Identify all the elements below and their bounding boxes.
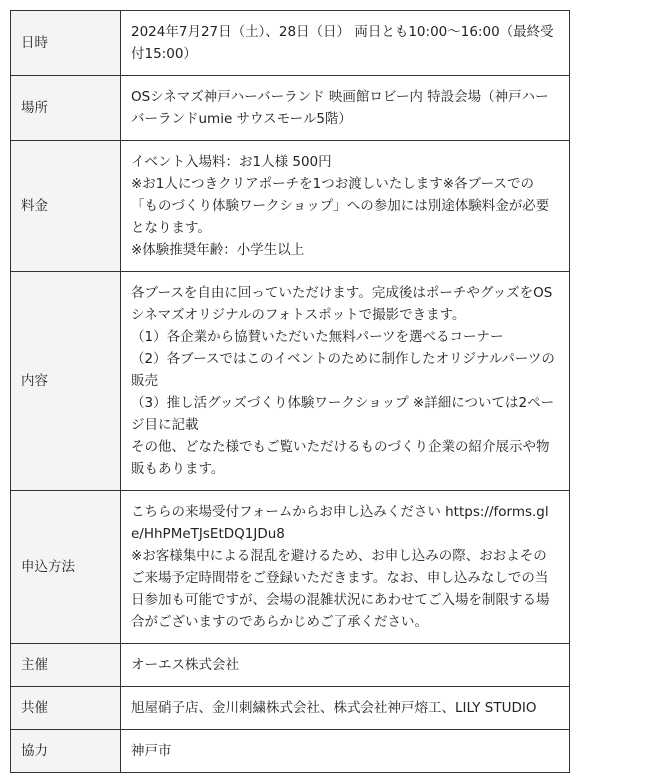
- organizer-text: オーエス株式会社: [131, 657, 239, 673]
- content-item-2: （2）各ブースではこのイベントのために制作したオリジナルパーツの販売: [131, 351, 555, 389]
- row-cosponsor: [11, 687, 570, 730]
- venue-text: OSシネマズ神戸ハーバーランド 映画館ロビー内 特設会場（神戸ハーバーランドumie サウスモール5階）: [131, 89, 549, 127]
- value-cooperation: [121, 730, 570, 773]
- label-application: 申込方法: [11, 491, 121, 644]
- label-organizer: 主催: [11, 644, 121, 687]
- row-datetime: [11, 11, 570, 76]
- fee-note-age: ※体験推奨年齢：小学生以上: [131, 242, 305, 258]
- cosponsor-text: 旭屋硝子店、金川刺繍株式会社、株式会社神戸熔工、LILY STUDIO: [131, 700, 537, 716]
- event-info-table: [10, 10, 570, 773]
- label-venue: 場所: [11, 76, 121, 141]
- label-cooperation: 協力: [11, 730, 121, 773]
- label-fee: 料金: [11, 141, 121, 272]
- label-content: 内容: [11, 272, 121, 491]
- datetime-text: 2024年7月27日（土）、28日（日） 両日とも10:00〜16:00（最終受付15:00）: [131, 24, 554, 62]
- value-application: [121, 491, 570, 644]
- label-cosponsor: 共催: [11, 687, 121, 730]
- value-cosponsor: [121, 687, 570, 730]
- cooperation-text: 神戸市: [131, 743, 172, 759]
- row-organizer: [11, 644, 570, 687]
- value-content: [121, 272, 570, 491]
- row-fee: [11, 141, 570, 272]
- row-application: [11, 491, 570, 644]
- value-organizer: [121, 644, 570, 687]
- value-datetime: [121, 11, 570, 76]
- row-venue: [11, 76, 570, 141]
- application-form-link[interactable]: こちらの来場受付フォームからお申し込みください https://forms.gle/HhPMeTJsEtDQ1JDu8: [131, 504, 549, 542]
- row-cooperation: [11, 730, 570, 773]
- content-other: その他、どなた様でもご覧いただけるものづくり企業の紹介展示や物販もあります。: [131, 439, 550, 477]
- content-item-3: （3）推し活グッズづくり体験ワークショップ ※詳細については2ページ目に記載: [131, 395, 555, 433]
- application-note: ※お客様集中による混乱を避けるため、お申し込みの際、おおよそのご来場予定時間帯をご登録いただきます。なお、申し込みなしでの当日参加も可能ですが、会場の混雑状況にあわせてご入場を制限する場合がございますのであらかじめご了承ください。: [131, 548, 550, 630]
- value-fee: [121, 141, 570, 272]
- fee-note-pouch: ※お1人につきクリアポーチを1つお渡しいたします※各ブースでの「ものづくり体験ワークショップ」への参加には別途体験料金が必要となります。: [131, 176, 550, 236]
- value-venue: [121, 76, 570, 141]
- content-item-1: （1）各企業から協賛いただいた無料パーツを選べるコーナー: [131, 329, 504, 345]
- row-content: [11, 272, 570, 491]
- fee-entry: イベント入場料：お1人様 500円: [131, 154, 332, 170]
- label-datetime: 日時: [11, 11, 121, 76]
- content-intro: 各ブースを自由に回っていただけます。完成後はポーチやグッズをOSシネマズオリジナルのフォトスポットで撮影できます。: [131, 285, 553, 323]
